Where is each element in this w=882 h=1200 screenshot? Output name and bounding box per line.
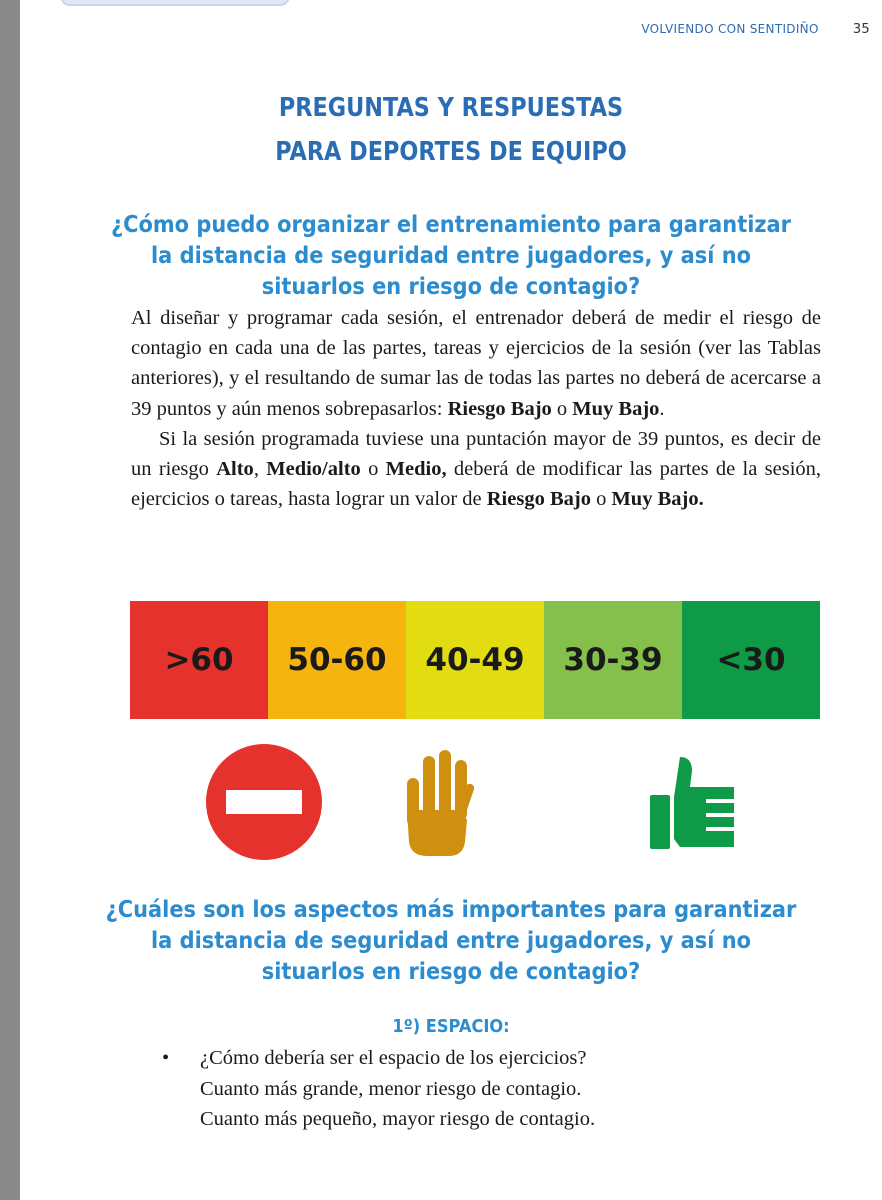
section-heading-espacio: 1º) ESPACIO: xyxy=(392,1016,510,1037)
paragraph-2 xyxy=(131,424,821,515)
running-header xyxy=(641,22,870,37)
risk-segment-low xyxy=(544,601,682,719)
question-heading-1 xyxy=(59,210,843,303)
risk-segment-high xyxy=(268,601,406,719)
risk-segment-very-low xyxy=(682,601,820,719)
question2-line3: situarlos en riesgo de contagio? xyxy=(261,959,641,985)
question1-line1: ¿Cómo puedo organizar el entrenamiento para garantizar xyxy=(110,212,792,238)
list-item-answer-2: Cuanto más pequeño, mayor riesgo de contagio. xyxy=(200,1108,596,1130)
paragraph1-bold-muy-bajo: Muy Bajo xyxy=(572,397,660,420)
risk-label: 40-49 xyxy=(425,642,525,678)
page-number: 35 xyxy=(852,22,870,37)
question2-line2: la distancia de seguridad entre jugadores, y así no xyxy=(150,928,752,954)
paragraph2-bold-muy-bajo: Muy Bajo. xyxy=(611,488,704,511)
question-heading-2 xyxy=(59,895,843,988)
bullet-list xyxy=(162,1043,822,1135)
list-item-question: ¿Cómo debería ser el espacio de los ejercicios? xyxy=(200,1047,587,1069)
risk-segment-very-high xyxy=(130,601,268,719)
risk-scale-bar xyxy=(130,601,820,719)
paragraph2-bold-medio: Medio, xyxy=(385,458,447,481)
risk-label: 50-60 xyxy=(287,642,387,678)
paragraph2-text1: Si la sesión programada tuviese una puntación mayor de 39 puntos, es decir de un riesgo xyxy=(131,427,821,481)
risk-segment-medium xyxy=(406,601,544,719)
page-title xyxy=(80,86,821,174)
paragraph1-text: Al diseñar y programar cada sesión, el entrenador deberá de medir el riesgo de contagio en cada una de las partes, tareas y ejercicios de la sesión (ver las Tablas anteriores), y el resultando de sumar las de todas las partes no deberá de acercarse a 39 puntos y aún menos sobrepasarlos: xyxy=(131,307,821,420)
list-item-answer-1: Cuanto más grande, menor riesgo de contagio. xyxy=(200,1077,582,1100)
paragraph2-bold-alto: Alto xyxy=(216,458,254,481)
page-title-line2: PARA DEPORTES DE EQUIPO xyxy=(275,137,627,167)
paragraph1-bold-riesgo-bajo: Riesgo Bajo xyxy=(447,397,552,420)
paragraph2-bold-riesgo-bajo: Riesgo Bajo xyxy=(486,488,591,511)
paragraph2-text2: deberá de modificar las partes de la sesión, ejercicios o tareas, hasta lograr un valor de xyxy=(131,458,822,511)
list-item xyxy=(162,1043,822,1074)
paragraph2-sep2: o xyxy=(360,458,386,481)
paragraph1-end: . xyxy=(659,397,665,420)
paragraph2-bold-medio-alto: Medio/alto xyxy=(266,458,361,481)
bullet-icon: • xyxy=(162,1047,170,1069)
document-page xyxy=(20,0,882,1200)
paragraph1-conj: o xyxy=(551,397,573,420)
page-tab-decoration xyxy=(60,0,290,6)
risk-label: 30-39 xyxy=(563,642,663,678)
body-text xyxy=(131,303,821,514)
raised-hand-icon xyxy=(405,750,477,858)
risk-label: <30 xyxy=(716,642,786,678)
question1-line3: situarlos en riesgo de contagio? xyxy=(261,274,641,300)
paragraph2-sep3: o xyxy=(590,488,612,511)
paragraph2-sep1: , xyxy=(253,458,267,481)
page-title-line1: PREGUNTAS Y RESPUESTAS xyxy=(278,93,624,123)
question2-line1: ¿Cuáles son los aspectos más importantes para garantizar xyxy=(105,897,797,923)
no-entry-icon xyxy=(204,742,324,862)
paragraph-1 xyxy=(131,303,821,424)
risk-label: >60 xyxy=(164,642,234,678)
thumbs-up-icon xyxy=(650,755,738,851)
running-title: VOLVIENDO CON SENTIDIÑO xyxy=(641,22,819,36)
question1-line2: la distancia de seguridad entre jugadores, y así no xyxy=(150,243,752,269)
